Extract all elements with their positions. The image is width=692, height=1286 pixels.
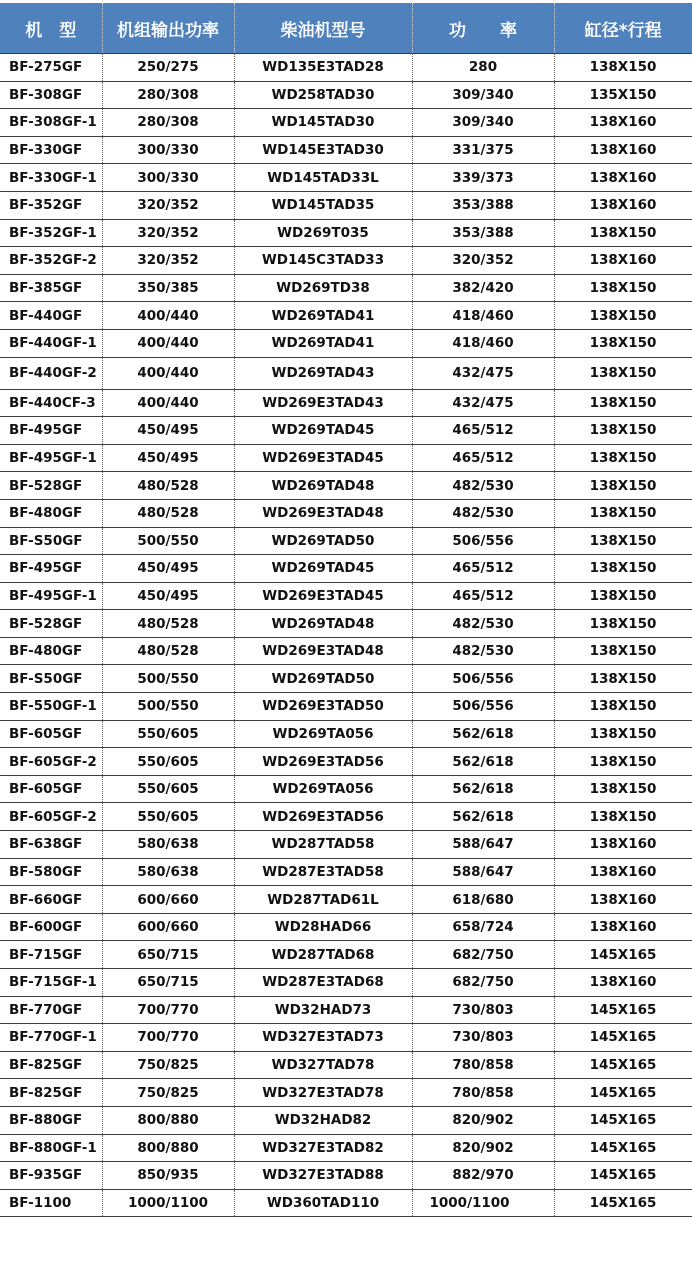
cell-model: BF-440GF (0, 302, 102, 330)
cell-engine-model: WD287E3TAD68 (234, 969, 412, 997)
cell-engine-model: WD287TAD61L (234, 886, 412, 914)
cell-engine-model: WD269TAD41 (234, 329, 412, 357)
cell-power: 682/750 (412, 941, 554, 969)
spec-table (0, 3, 692, 1217)
cell-bore-stroke: 138X150 (554, 720, 692, 748)
cell-power: 562/618 (412, 803, 554, 831)
cell-bore-stroke: 138X160 (554, 858, 692, 886)
cell-output-power: 480/528 (102, 610, 234, 638)
cell-power: 482/530 (412, 472, 554, 500)
table-row (0, 417, 692, 445)
cell-output-power: 320/352 (102, 191, 234, 219)
cell-bore-stroke: 138X160 (554, 913, 692, 941)
cell-bore-stroke: 145X165 (554, 1024, 692, 1052)
header-model: 机 型 (0, 3, 102, 54)
cell-engine-model: WD327E3TAD82 (234, 1134, 412, 1162)
cell-engine-model: WD145TAD33L (234, 164, 412, 192)
cell-engine-model: WD269TAD50 (234, 665, 412, 693)
cell-output-power: 450/495 (102, 555, 234, 583)
cell-power: 780/858 (412, 1079, 554, 1107)
cell-output-power: 580/638 (102, 858, 234, 886)
cell-bore-stroke: 138X150 (554, 527, 692, 555)
cell-output-power: 550/605 (102, 748, 234, 776)
table-row (0, 109, 692, 137)
cell-output-power: 250/275 (102, 54, 234, 82)
cell-bore-stroke: 138X160 (554, 969, 692, 997)
cell-model: BF-330GF (0, 136, 102, 164)
cell-engine-model: WD269TAD50 (234, 527, 412, 555)
table-row (0, 969, 692, 997)
cell-model: BF-880GF-1 (0, 1134, 102, 1162)
table-row (0, 1189, 692, 1217)
cell-model: BF-440CF-3 (0, 389, 102, 417)
table-row (0, 81, 692, 109)
cell-model: BF-1100 (0, 1189, 102, 1217)
cell-power: 618/680 (412, 886, 554, 914)
cell-output-power: 550/605 (102, 775, 234, 803)
cell-model: BF-605GF (0, 775, 102, 803)
cell-model: BF-495GF (0, 555, 102, 583)
cell-model: BF-580GF (0, 858, 102, 886)
cell-power: 820/902 (412, 1106, 554, 1134)
cell-power: 432/475 (412, 357, 554, 389)
cell-model: BF-715GF (0, 941, 102, 969)
cell-power: 465/512 (412, 417, 554, 445)
cell-output-power: 700/770 (102, 1024, 234, 1052)
table-row (0, 191, 692, 219)
cell-engine-model: WD269E3TAD45 (234, 444, 412, 472)
cell-engine-model: WD327E3TAD73 (234, 1024, 412, 1052)
cell-engine-model: WD145TAD30 (234, 109, 412, 137)
cell-output-power: 800/880 (102, 1106, 234, 1134)
cell-output-power: 580/638 (102, 831, 234, 859)
cell-engine-model: WD269TAD41 (234, 302, 412, 330)
cell-output-power: 550/605 (102, 720, 234, 748)
table-row (0, 302, 692, 330)
cell-power: 331/375 (412, 136, 554, 164)
cell-engine-model: WD145C3TAD33 (234, 247, 412, 275)
cell-bore-stroke: 138X150 (554, 803, 692, 831)
cell-output-power: 500/550 (102, 693, 234, 721)
cell-power: 562/618 (412, 775, 554, 803)
table-row (0, 329, 692, 357)
table-row (0, 472, 692, 500)
cell-model: BF-605GF-2 (0, 803, 102, 831)
cell-engine-model: WD269TD38 (234, 274, 412, 302)
table-row (0, 665, 692, 693)
table-row (0, 803, 692, 831)
cell-model: BF-495GF-1 (0, 582, 102, 610)
cell-bore-stroke: 138X150 (554, 499, 692, 527)
cell-power: 506/556 (412, 693, 554, 721)
header-output-power: 机组输出功率 (102, 3, 234, 54)
cell-power: 320/352 (412, 247, 554, 275)
cell-model: BF-638GF (0, 831, 102, 859)
cell-model: BF-352GF (0, 191, 102, 219)
cell-model: BF-935GF (0, 1162, 102, 1190)
cell-output-power: 480/528 (102, 472, 234, 500)
cell-bore-stroke: 138X160 (554, 109, 692, 137)
cell-bore-stroke: 135X150 (554, 81, 692, 109)
cell-bore-stroke: 138X150 (554, 54, 692, 82)
cell-output-power: 650/715 (102, 969, 234, 997)
cell-engine-model: WD287TAD58 (234, 831, 412, 859)
cell-bore-stroke: 138X150 (554, 748, 692, 776)
cell-power: 465/512 (412, 555, 554, 583)
cell-power: 465/512 (412, 582, 554, 610)
cell-engine-model: WD28HAD66 (234, 913, 412, 941)
table-row (0, 555, 692, 583)
cell-bore-stroke: 145X165 (554, 1051, 692, 1079)
table-row (0, 775, 692, 803)
table-row (0, 1106, 692, 1134)
cell-model: BF-330GF-1 (0, 164, 102, 192)
cell-output-power: 650/715 (102, 941, 234, 969)
cell-bore-stroke: 145X165 (554, 1189, 692, 1217)
cell-engine-model: WD327TAD78 (234, 1051, 412, 1079)
cell-output-power: 750/825 (102, 1051, 234, 1079)
cell-power: 780/858 (412, 1051, 554, 1079)
cell-model: BF-S50GF (0, 527, 102, 555)
cell-model: BF-480GF (0, 499, 102, 527)
cell-model: BF-495GF (0, 417, 102, 445)
cell-engine-model: WD135E3TAD28 (234, 54, 412, 82)
cell-bore-stroke: 145X165 (554, 1106, 692, 1134)
cell-bore-stroke: 145X165 (554, 1079, 692, 1107)
cell-power: 353/388 (412, 191, 554, 219)
table-row (0, 1051, 692, 1079)
cell-power: 465/512 (412, 444, 554, 472)
cell-bore-stroke: 138X160 (554, 247, 692, 275)
cell-output-power: 600/660 (102, 913, 234, 941)
cell-bore-stroke: 138X150 (554, 329, 692, 357)
cell-output-power: 550/605 (102, 803, 234, 831)
cell-power: 382/420 (412, 274, 554, 302)
cell-power: 588/647 (412, 858, 554, 886)
cell-bore-stroke: 138X150 (554, 472, 692, 500)
table-row (0, 858, 692, 886)
cell-bore-stroke: 138X150 (554, 444, 692, 472)
cell-model: BF-550GF-1 (0, 693, 102, 721)
cell-model: BF-605GF-2 (0, 748, 102, 776)
cell-output-power: 800/880 (102, 1134, 234, 1162)
cell-engine-model: WD269E3TAD45 (234, 582, 412, 610)
cell-engine-model: WD269TAD43 (234, 357, 412, 389)
cell-power: 730/803 (412, 996, 554, 1024)
cell-engine-model: WD327E3TAD88 (234, 1162, 412, 1190)
cell-model: BF-385GF (0, 274, 102, 302)
cell-power: 418/460 (412, 329, 554, 357)
table-row (0, 886, 692, 914)
cell-bore-stroke: 138X150 (554, 389, 692, 417)
cell-engine-model: WD269E3TAD43 (234, 389, 412, 417)
cell-output-power: 300/330 (102, 136, 234, 164)
cell-engine-model: WD269T035 (234, 219, 412, 247)
cell-engine-model: WD360TAD110 (234, 1189, 412, 1217)
cell-bore-stroke: 145X165 (554, 996, 692, 1024)
cell-power: 588/647 (412, 831, 554, 859)
table-row (0, 274, 692, 302)
header-engine-model: 柴油机型号 (234, 3, 412, 54)
cell-bore-stroke: 138X150 (554, 610, 692, 638)
cell-power: 562/618 (412, 720, 554, 748)
table-row (0, 389, 692, 417)
cell-engine-model: WD269E3TAD48 (234, 499, 412, 527)
cell-output-power: 280/308 (102, 81, 234, 109)
cell-bore-stroke: 138X160 (554, 191, 692, 219)
table-row (0, 693, 692, 721)
cell-model: BF-440GF-2 (0, 357, 102, 389)
cell-output-power: 320/352 (102, 219, 234, 247)
cell-bore-stroke: 138X150 (554, 775, 692, 803)
table-row (0, 527, 692, 555)
cell-output-power: 320/352 (102, 247, 234, 275)
cell-bore-stroke: 138X150 (554, 219, 692, 247)
cell-model: BF-308GF-1 (0, 109, 102, 137)
table-row (0, 582, 692, 610)
cell-output-power: 500/550 (102, 665, 234, 693)
cell-engine-model: WD269TAD45 (234, 417, 412, 445)
cell-model: BF-352GF-2 (0, 247, 102, 275)
cell-power: 309/340 (412, 109, 554, 137)
table-body (0, 54, 692, 1217)
cell-engine-model: WD287TAD68 (234, 941, 412, 969)
cell-power: 353/388 (412, 219, 554, 247)
cell-power: 482/530 (412, 499, 554, 527)
header-power: 功 率 (412, 3, 554, 54)
cell-engine-model: WD269E3TAD56 (234, 748, 412, 776)
cell-model: BF-880GF (0, 1106, 102, 1134)
cell-engine-model: WD269TAD48 (234, 472, 412, 500)
cell-output-power: 480/528 (102, 499, 234, 527)
table-row (0, 444, 692, 472)
cell-power: 506/556 (412, 665, 554, 693)
table-row (0, 1079, 692, 1107)
header-bore-stroke: 缸径*行程 (554, 3, 692, 54)
cell-power: 562/618 (412, 748, 554, 776)
cell-bore-stroke: 138X150 (554, 693, 692, 721)
cell-engine-model: WD145E3TAD30 (234, 136, 412, 164)
cell-power: 482/530 (412, 610, 554, 638)
cell-bore-stroke: 138X150 (554, 417, 692, 445)
cell-engine-model: WD287E3TAD58 (234, 858, 412, 886)
cell-power: 882/970 (412, 1162, 554, 1190)
cell-power: 730/803 (412, 1024, 554, 1052)
table-row (0, 164, 692, 192)
cell-bore-stroke: 138X150 (554, 302, 692, 330)
table-row (0, 247, 692, 275)
cell-output-power: 350/385 (102, 274, 234, 302)
cell-engine-model: WD145TAD35 (234, 191, 412, 219)
cell-engine-model: WD269TA056 (234, 775, 412, 803)
cell-model: BF-352GF-1 (0, 219, 102, 247)
cell-output-power: 450/495 (102, 417, 234, 445)
cell-output-power: 400/440 (102, 357, 234, 389)
cell-output-power: 280/308 (102, 109, 234, 137)
cell-engine-model: WD327E3TAD78 (234, 1079, 412, 1107)
cell-output-power: 400/440 (102, 329, 234, 357)
cell-engine-model: WD32HAD73 (234, 996, 412, 1024)
cell-output-power: 400/440 (102, 389, 234, 417)
table-header (0, 3, 692, 54)
cell-model: BF-480GF (0, 637, 102, 665)
cell-model: BF-S50GF (0, 665, 102, 693)
table-row (0, 136, 692, 164)
cell-power: 1000/1100 (412, 1189, 554, 1217)
cell-bore-stroke: 138X150 (554, 357, 692, 389)
cell-engine-model: WD269E3TAD50 (234, 693, 412, 721)
table-row (0, 748, 692, 776)
cell-output-power: 850/935 (102, 1162, 234, 1190)
cell-power: 682/750 (412, 969, 554, 997)
table-row (0, 720, 692, 748)
cell-bore-stroke: 138X150 (554, 274, 692, 302)
table-row (0, 1134, 692, 1162)
cell-model: BF-275GF (0, 54, 102, 82)
cell-bore-stroke: 138X150 (554, 665, 692, 693)
table-row (0, 913, 692, 941)
cell-model: BF-495GF-1 (0, 444, 102, 472)
cell-power: 432/475 (412, 389, 554, 417)
cell-model: BF-528GF (0, 472, 102, 500)
cell-bore-stroke: 138X160 (554, 886, 692, 914)
cell-model: BF-825GF (0, 1079, 102, 1107)
table-row (0, 996, 692, 1024)
cell-bore-stroke: 145X165 (554, 1134, 692, 1162)
cell-power: 309/340 (412, 81, 554, 109)
cell-bore-stroke: 138X150 (554, 555, 692, 583)
cell-output-power: 450/495 (102, 582, 234, 610)
cell-bore-stroke: 138X150 (554, 582, 692, 610)
cell-power: 339/373 (412, 164, 554, 192)
cell-model: BF-715GF-1 (0, 969, 102, 997)
header-row (0, 3, 692, 54)
cell-output-power: 1000/1100 (102, 1189, 234, 1217)
cell-bore-stroke: 138X150 (554, 637, 692, 665)
cell-engine-model: WD269E3TAD56 (234, 803, 412, 831)
cell-model: BF-600GF (0, 913, 102, 941)
cell-engine-model: WD32HAD82 (234, 1106, 412, 1134)
table-row (0, 499, 692, 527)
cell-engine-model: WD269TAD48 (234, 610, 412, 638)
table-row (0, 1024, 692, 1052)
cell-power: 658/724 (412, 913, 554, 941)
cell-output-power: 480/528 (102, 637, 234, 665)
table-row (0, 54, 692, 82)
cell-power: 506/556 (412, 527, 554, 555)
cell-output-power: 600/660 (102, 886, 234, 914)
cell-bore-stroke: 138X160 (554, 164, 692, 192)
cell-power: 418/460 (412, 302, 554, 330)
cell-model: BF-308GF (0, 81, 102, 109)
cell-model: BF-660GF (0, 886, 102, 914)
table-row (0, 831, 692, 859)
cell-output-power: 500/550 (102, 527, 234, 555)
table-row (0, 637, 692, 665)
cell-model: BF-528GF (0, 610, 102, 638)
table-row (0, 1162, 692, 1190)
cell-model: BF-770GF-1 (0, 1024, 102, 1052)
cell-model: BF-770GF (0, 996, 102, 1024)
cell-engine-model: WD269TA056 (234, 720, 412, 748)
cell-power: 280 (412, 54, 554, 82)
cell-output-power: 400/440 (102, 302, 234, 330)
table-row (0, 610, 692, 638)
cell-model: BF-605GF (0, 720, 102, 748)
cell-bore-stroke: 138X160 (554, 136, 692, 164)
cell-engine-model: WD269E3TAD48 (234, 637, 412, 665)
cell-bore-stroke: 145X165 (554, 1162, 692, 1190)
table-row (0, 357, 692, 389)
cell-model: BF-825GF (0, 1051, 102, 1079)
cell-power: 482/530 (412, 637, 554, 665)
cell-power: 820/902 (412, 1134, 554, 1162)
cell-engine-model: WD258TAD30 (234, 81, 412, 109)
cell-bore-stroke: 145X165 (554, 941, 692, 969)
cell-engine-model: WD269TAD45 (234, 555, 412, 583)
cell-output-power: 450/495 (102, 444, 234, 472)
cell-output-power: 700/770 (102, 996, 234, 1024)
table-row (0, 941, 692, 969)
table-row (0, 219, 692, 247)
cell-model: BF-440GF-1 (0, 329, 102, 357)
cell-output-power: 750/825 (102, 1079, 234, 1107)
cell-bore-stroke: 138X160 (554, 831, 692, 859)
cell-output-power: 300/330 (102, 164, 234, 192)
